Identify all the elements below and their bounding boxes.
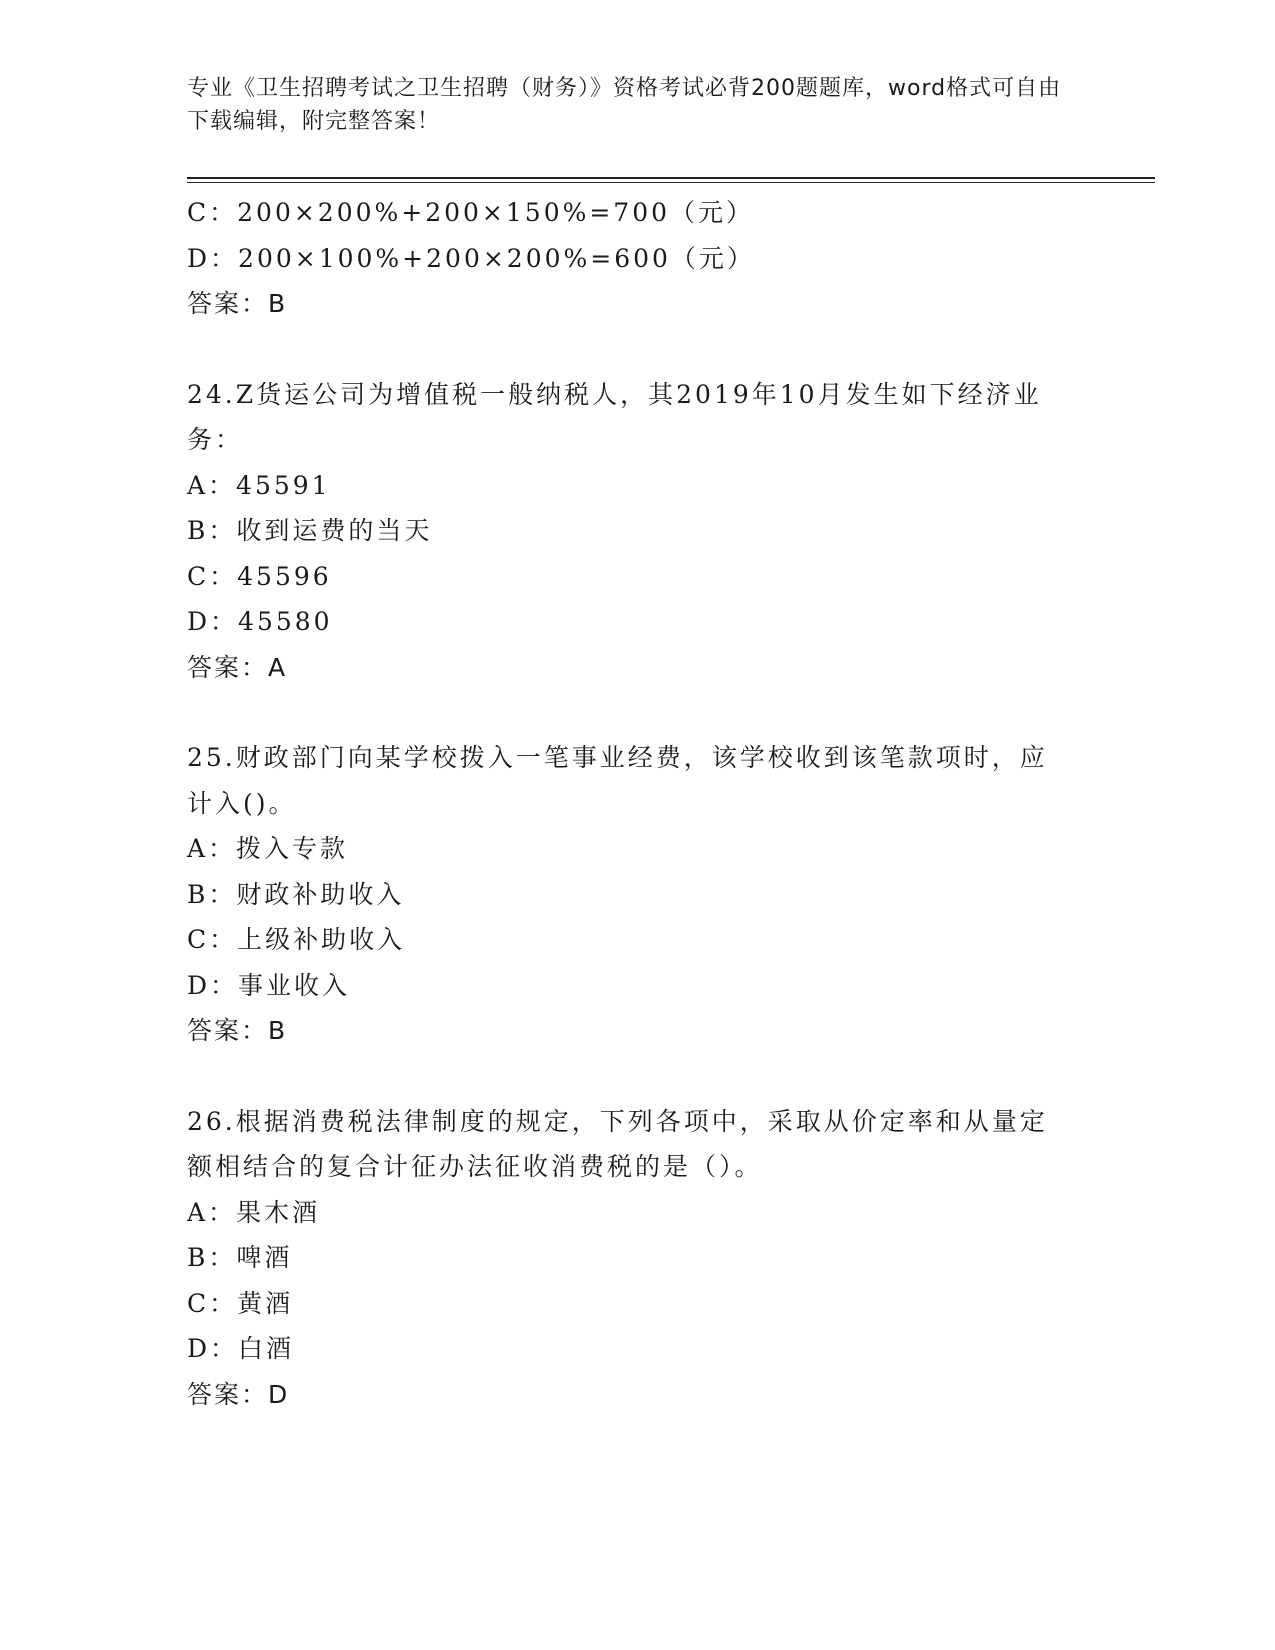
option-c: C：45596 bbox=[187, 561, 332, 591]
option-d: D：事业收入 bbox=[187, 970, 351, 1000]
answer-label: 答案：B bbox=[187, 289, 288, 318]
option-c: C：200×200%+200×150%=700（元） bbox=[187, 198, 755, 227]
option-d: D：45580 bbox=[187, 607, 333, 636]
spacer bbox=[187, 1054, 1087, 1099]
question-block-26 bbox=[187, 1099, 1087, 1418]
option-a: A：拨入专款 bbox=[187, 834, 349, 863]
document-header: 专业《卫生招聘考试之卫生招聘（财务）》资格考试必背200题题库，word格式可自由下载编辑，附完整答案！ bbox=[187, 76, 1062, 134]
header-divider-thin bbox=[187, 182, 1155, 183]
question-list bbox=[187, 190, 1087, 1417]
option-d: D：200×100%+200×200%=600（元） bbox=[187, 243, 755, 273]
header-divider-thick bbox=[187, 177, 1155, 179]
option-a: A：45591 bbox=[187, 470, 331, 500]
option-b: B：啤酒 bbox=[187, 1243, 293, 1272]
question-block-23 bbox=[187, 190, 1087, 327]
option-d: D：白酒 bbox=[187, 1334, 295, 1363]
question-text: 26.根据消费税法律制度的规定，下列各项中，采取从价定率和从量定额相结合的复合计征办法征收消费税的是（）。 bbox=[187, 1106, 1048, 1181]
answer-label: 答案：A bbox=[187, 652, 288, 682]
question-text: 24.Z货运公司为增值税一般纳税人，其2019年10月发生如下经济业务： bbox=[187, 379, 1042, 454]
spacer bbox=[187, 690, 1087, 735]
question-block-25 bbox=[187, 735, 1087, 1054]
option-a: A：果木酒 bbox=[187, 1197, 321, 1227]
option-c: C：黄酒 bbox=[187, 1288, 294, 1318]
answer-label: 答案：B bbox=[187, 1016, 288, 1045]
spacer bbox=[187, 327, 1087, 372]
question-text: 25.财政部门向某学校拨入一笔事业经费，该学校收到该笔款项时，应计入()。 bbox=[187, 743, 1048, 818]
option-b: B：财政补助收入 bbox=[187, 879, 405, 909]
option-c: C：上级补助收入 bbox=[187, 925, 406, 954]
answer-label: 答案：D bbox=[187, 1379, 290, 1409]
question-block-24 bbox=[187, 372, 1087, 691]
option-b: B：收到运费的当天 bbox=[187, 516, 433, 545]
